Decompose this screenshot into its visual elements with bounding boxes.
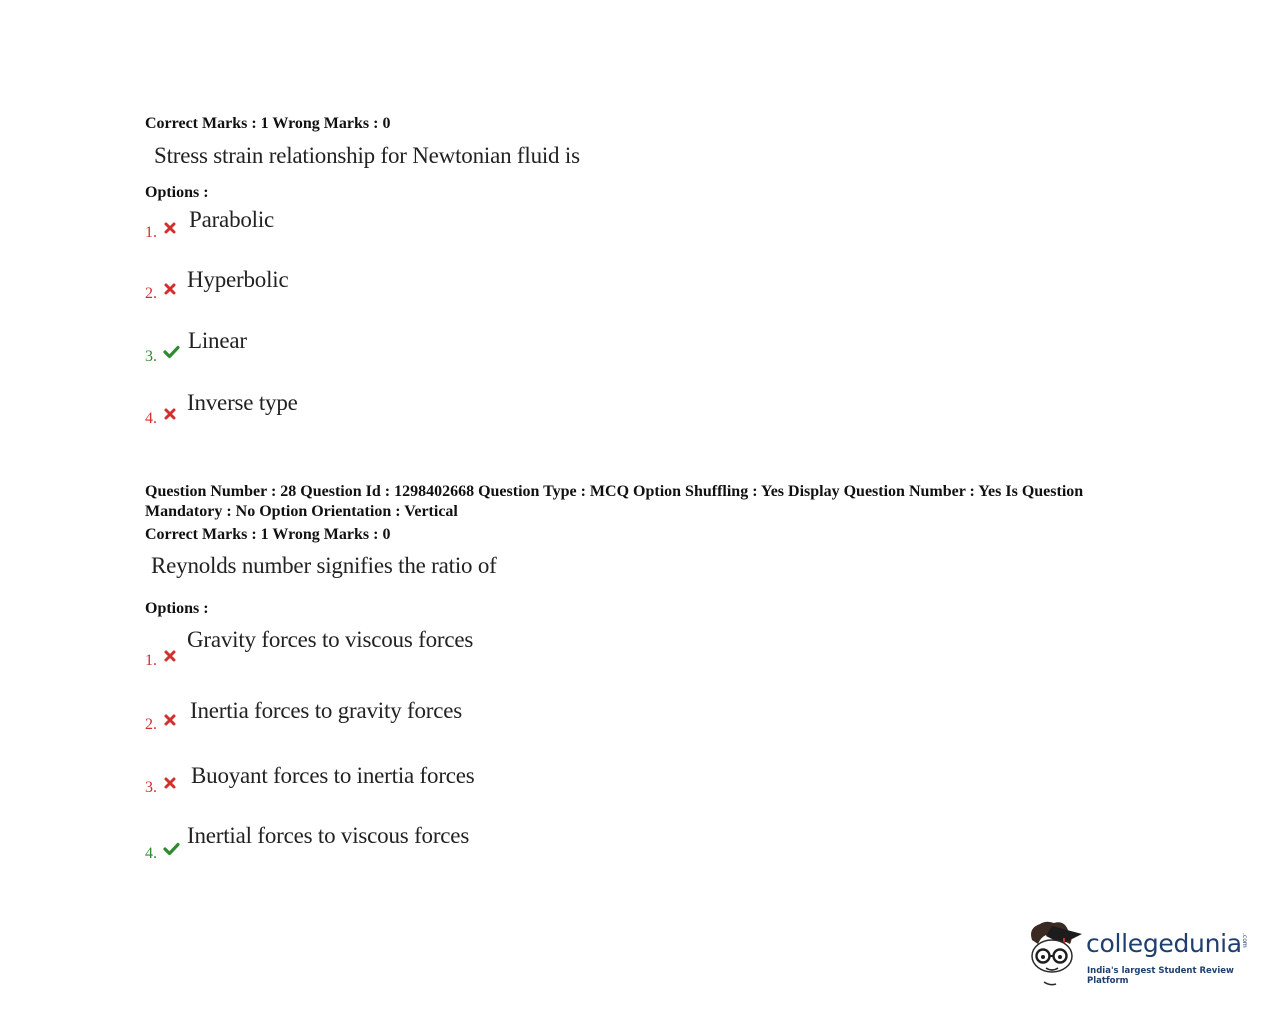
q28-question-text: Reynolds number signifies the ratio of <box>151 553 497 578</box>
option-number: 2. <box>145 285 157 302</box>
option-number: 3. <box>145 348 157 365</box>
option-number: 4. <box>145 845 157 862</box>
q28-options-label: Options : <box>145 600 209 617</box>
q28-marks: Correct Marks : 1 Wrong Marks : 0 <box>145 526 391 543</box>
option-number: 3. <box>145 779 157 796</box>
option-number: 4. <box>145 410 157 427</box>
mascot-icon <box>1024 918 1086 990</box>
check-icon <box>163 842 180 856</box>
option-text: Linear <box>188 328 247 353</box>
check-icon <box>163 345 180 359</box>
logo-suffix: .com <box>1241 933 1248 948</box>
option-number: 1. <box>145 652 157 669</box>
option-text: Inertia forces to gravity forces <box>190 698 463 723</box>
cross-icon <box>163 221 177 235</box>
option-text: Buoyant forces to inertia forces <box>191 763 475 788</box>
cross-icon <box>163 282 177 296</box>
option-text: Inertial forces to viscous forces <box>187 823 470 848</box>
q28-header: Question Number : 28 Question Id : 1298402668 Question Type : MCQ Option Shuffling : Yes Display Question Number : Yes Is Question Mandatory : No Option Orientation : Vertical <box>145 483 1084 520</box>
logo-wordmark: collegedunia <box>1086 929 1242 958</box>
cross-icon <box>163 649 177 663</box>
q27-marks: Correct Marks : 1 Wrong Marks : 0 <box>145 115 391 132</box>
collegedunia-logo <box>1022 918 1262 992</box>
option-text: Gravity forces to viscous forces <box>187 627 474 652</box>
cross-icon <box>163 776 177 790</box>
option-text: Parabolic <box>189 207 275 232</box>
option-number: 1. <box>145 224 157 241</box>
cross-icon <box>163 713 177 727</box>
option-text: Hyperbolic <box>187 267 289 292</box>
option-text: Inverse type <box>187 390 298 415</box>
option-number: 2. <box>145 716 157 733</box>
cross-icon <box>163 407 177 421</box>
logo-tagline: India's largest Student Review Platform <box>1087 966 1234 986</box>
q27-question-text: Stress strain relationship for Newtonian fluid is <box>154 143 580 168</box>
q27-options-label: Options : <box>145 184 209 201</box>
